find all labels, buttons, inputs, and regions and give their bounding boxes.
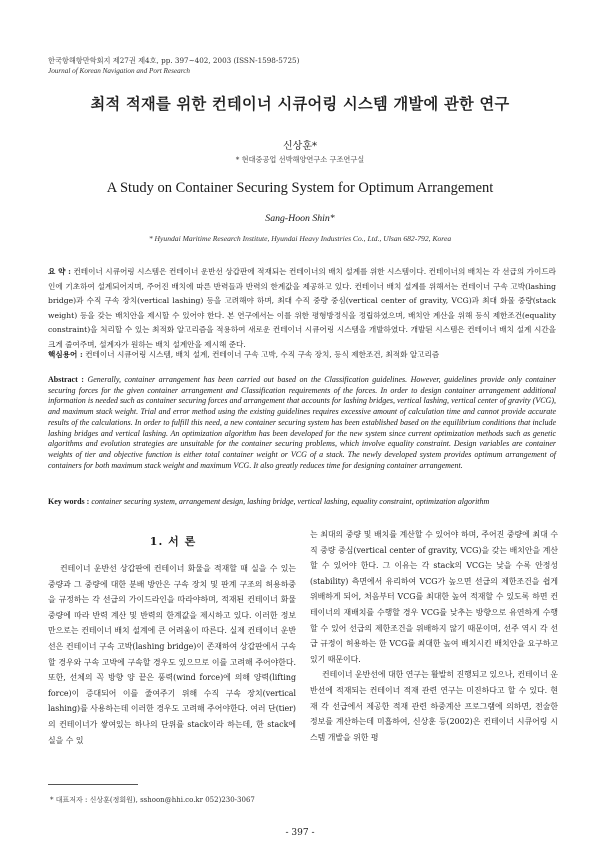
abstract-english-text: Generally, container arrangement has been carried out based on the Classification guidelines. However, guidelines provide only container securing forces for the given container arrangement and Classification requirements of the forces. In order to design container arrangement additional information is needed such as container securing forces and arrangement that accounts for lashing bridges, vertical lashing, vertical center of gravity (VCG), and maximum stack weight. Trial and error method using the existing guidelines requires excessive amount of calculation time and cannot provide accurate results of the calculations. In order to fulfill this need, a new container securing system has been established based on the equilibrium conditions that include lashing bridges and vertical lashing. An optimization algorithm has been developed for the new system since current optimization methods such as genetic algorithms and evolution strategies are unsuitable for the container securing problems, which involve equality constraint. Design variables are container weights of tier and objective function is either total container weight or VCG of a stack. The newly developed system provides optimum arrangement of containers for both maximum stack weight and maximum VCG. It also greatly reduces time for designing container arrangement. — [48, 375, 557, 470]
body-paragraph: 컨테이너 운반선 상갑판에 컨테이너 화물을 적재할 때 실을 수 있는 중량과 그 중량에 대한 분배 방안은 구속 장치 및 판계 구조의 허용하중을 규정하는 각 선급의 가이드라인을 따라야하며, 적재된 컨테이너 화물 중량에 따라 반력 계산 및 반력의 한계값을 제시하고 있다. 이러한 정보만으로는 컨테이너 배치 설계에 큰 어려움이 따른다. 실제 컨테이너 운반선은 컨테이너 구속 고박(lashing bridge)이 존재하여 상갑판에서 구속할 경우와 구속 고박에 구속할 경우도 있으므로 이를 고려해 주어야한다. 또한, 선체의 꼭 방향 양 끝은 풍력(wind force)에 의해 양력(lifting force)이 증대되어 이를 줄여주기 위해 수직 구속 장치(vertical lashing)를 사용하는데 이러한 경우도 고려해 주어야한다. 여러 단(tier)의 컨테이너가 쌓여있는 하나의 단위를 stack이라 하는데, 한 stack에 실을 수 있 — [48, 564, 296, 745]
body-column-left — [48, 561, 296, 748]
keywords-korean — [48, 349, 556, 360]
page-number: - 397 - — [285, 828, 315, 838]
paper-title-english: A Study on Container Securing System for Optimum Arrangement — [106, 180, 494, 196]
abstract-korean-label: 요 약 : — [48, 267, 71, 276]
keywords-english-text: container securing system, arrangement design, lashing bridge, vertical lashing, equality constraint, optimization algorithm — [91, 497, 490, 506]
footnote-divider — [48, 784, 138, 785]
body-paragraph: 컨테이너 운반선에 대한 연구는 활발히 진행되고 있으나, 컨테이너 운반선에 적재되는 컨테이너 적재 관련 연구는 미진하다고 할 수 있다. 현재 각 선급에서 제공한 적재 관련 하중계산 프로그램에 의하면, 전술한 정보를 계산하는데 미흡하여, 신상훈 등(2002)은 컨테이너 시큐어링 시스템 개발을 위한 평 — [310, 670, 559, 742]
section-heading-introduction: 1. 서 론 — [149, 535, 197, 548]
keywords-korean-label: 핵심용어 : — [48, 350, 83, 359]
journal-header — [48, 56, 299, 76]
body-paragraph: 는 최대의 중량 및 배치를 계산할 수 있어야 하며, 주어진 중량에 최대 수직 중량 중심(vertical center of gravity, VCG)을 갖는 배치안을 계산할 수 있어야 한다. 그 이유는 각 stack의 VCG는 낮을 수록 안정성(stability) 측면에서 유리하여 VCG가 높으면 선급의 제한조건을 쉽게 위배하게 되어, 처음부터 VCG를 최대한 높여 적재할 수 있도록 하면 컨테이너의 재배치를 수행할 경우 VCG를 낮추는 방향으로 유연하게 수행할 수 있어 선급의 제한조건을 위배하지 않기 때문이며, 선주 역시 각 선급 규정이 허용하는 한 VCG를 최대한 높여 배치시킨 배치안을 요구하고 있기 때문이다. — [310, 530, 558, 664]
author-english: Sang-Hoon Shin* — [265, 213, 335, 224]
affiliation-english: * Hyundai Maritime Research Institute, Hyundai Heavy Industries Co., Ltd., Ulsan 682-792, Korea — [148, 234, 452, 243]
body-column-right — [310, 527, 558, 745]
abstract-korean-text: 컨테이너 시큐어링 시스템은 컨테이너 운반선 상갑판에 적재되는 컨테이너의 배치 설계를 위한 시스템이다. 컨테이너의 배치는 각 선급의 가이드라인에 기초하여 설계되어지며, 주어진 배치에 따른 반력들과 반력의 한계값을 제공하고 있다. 컨테이너 배치 설계를 위해서는 컨테이너 구속 고박(lashing bridge)과 수직 구속 장치(vertical lashing) 등을 고려해야 하며, 최대 수직 중량 중심(vertical center of gravity, VCG)과 최대 화물 중량(stack weight) 등을 갖는 배치안을 제시할 수 있어야 한다. 본 연구에서는 이를 위한 평형방정식을 정립하였으며, 배치안 계산을 위해 등식 제한조건(equality constraint)을 처리할 수 있는 최적화 알고리즘을 적용하여 새로운 컨테이너 시큐어링 시스템을 개발하였다. 개발된 시스템은 컨테이너 배치 설계 시간을 크게 줄여주며, 설계자가 원하는 배치 설계안을 제시해 준다. — [48, 267, 556, 349]
journal-citation: 한국항해항만학회지 제27권 제4호, pp. 397~402, 2003 (ISSN-1598-5725) — [48, 56, 300, 65]
keywords-korean-text: 컨테이너 시큐어링 시스템, 배치 설계, 컨테이너 구속 고박, 수직 구속 장치, 등식 제한조건, 최적화 알고리즘 — [85, 350, 440, 359]
author-korean: 신상훈* — [283, 141, 317, 152]
keywords-english-label: Key words : — [48, 497, 90, 506]
abstract-english — [48, 375, 556, 471]
keywords-english — [48, 497, 568, 506]
abstract-english-label: Abstract : — [48, 375, 84, 384]
affiliation-korean: * 현대중공업 선박해양연구소 구조연구실 — [235, 155, 365, 164]
footnote-corresponding-author: * 대표저자 : 신상훈(정회원), sshoon@hhi.co.kr 052)230-3067 — [50, 796, 255, 804]
abstract-korean — [48, 265, 556, 353]
paper-title-korean: 최적 적재를 위한 컨테이너 시큐어링 시스템 개발에 관한 연구 — [90, 95, 510, 113]
journal-name-en: Journal of Korean Navigation and Port Research — [48, 67, 191, 75]
